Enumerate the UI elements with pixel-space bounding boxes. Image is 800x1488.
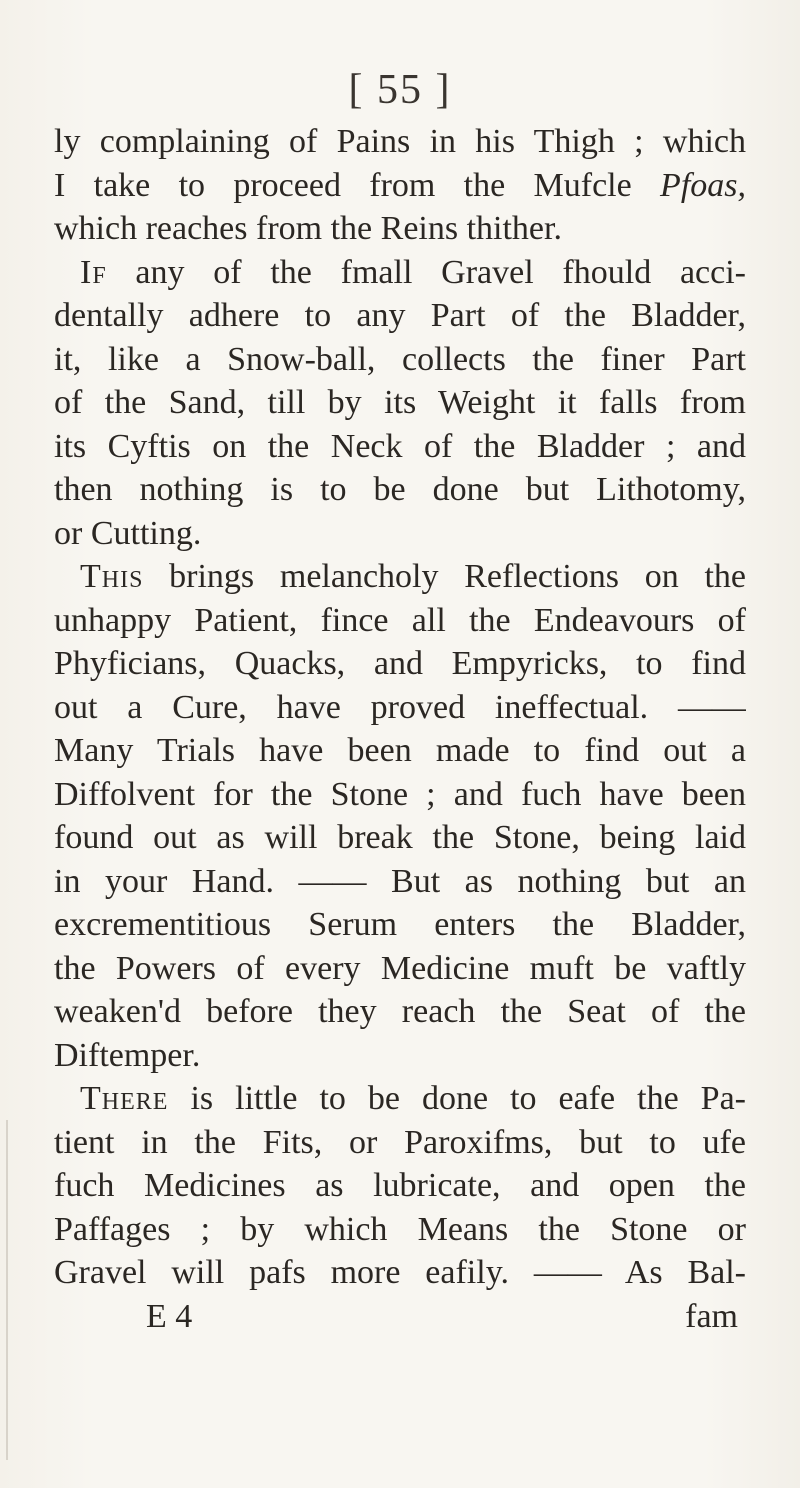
text-fragment: any of the fmall Gravel fhould acci- [106,253,746,291]
text-line: excrementitious Serum enters the Bladder, [54,906,746,943]
paragraph-4 [54,1077,746,1295]
text-line: weaken'd before they reach the Seat of the [54,993,746,1030]
text-line [54,251,746,295]
italic-term: Pfoas, [660,166,746,204]
text-fragment: I take to proceed from the Mufcle [54,166,661,204]
text-line: found out as will break the Stone, being laid [54,819,746,856]
text-line [54,555,746,599]
text-line: tient in the Fits, or Paroxifms, but to ufe [54,1123,746,1161]
catchword: fam [685,1297,738,1335]
paragraph-lead-word: If [80,253,107,291]
text-line: Many Trials have been made to find out a [54,732,746,769]
paragraph-1 [54,120,746,251]
text-fragment: brings melancholy Reflections on the [143,558,746,595]
text-line: of the Sand, till by its Weight it falls from [54,384,746,421]
text-line: Diffolvent for the Stone ; and fuch have been [54,775,746,813]
signature-mark: E 4 [146,1297,193,1335]
text-line: which reaches from the Reins thither. [54,210,562,247]
text-line: Gravel will pafs more eafily. —— As Bal- [54,1254,746,1291]
page-number: [ 55 ] [348,67,452,113]
text-line: Paffages ; by which Means the Stone or [54,1210,746,1248]
text-line: or Cutting. [54,514,202,552]
body-text [54,120,746,1338]
paragraph-lead-word: This [80,558,144,595]
page-footer [54,1295,746,1339]
text-line: it, like a Snow-ball, collects the finer Part [54,340,746,378]
text-line: out a Cure, have proved ineffectual. —— [54,688,746,726]
text-line: unhappy Patient, fince all the Endeavours of [54,601,746,639]
text-line: its Cyftis on the Neck of the Bladder ; and [54,427,746,465]
paragraph-3 [54,555,746,1077]
paragraph-lead-word: There [80,1080,169,1117]
text-line: fuch Medicines as lubricate, and open the [54,1167,746,1204]
text-line: in your Hand. —— But as nothing but an [54,862,746,900]
text-line: dentally adhere to any Part of the Bladder, [54,297,746,334]
text-line: then nothing is to be done but Lithotomy, [54,471,746,508]
text-line: the Powers of every Medicine muft be vaftly [54,949,746,987]
text-line [54,1077,746,1121]
text-line: Diftemper. [54,1036,201,1074]
page-edge-shadow [6,1120,8,1460]
text-line: ly complaining of Pains in his Thigh ; which [54,123,746,160]
text-line-with-italic [54,164,746,208]
text-line: Phyficians, Quacks, and Empyricks, to find [54,645,746,682]
paragraph-2 [54,251,746,556]
text-fragment: is little to be done to eafe the Pa- [168,1080,746,1117]
